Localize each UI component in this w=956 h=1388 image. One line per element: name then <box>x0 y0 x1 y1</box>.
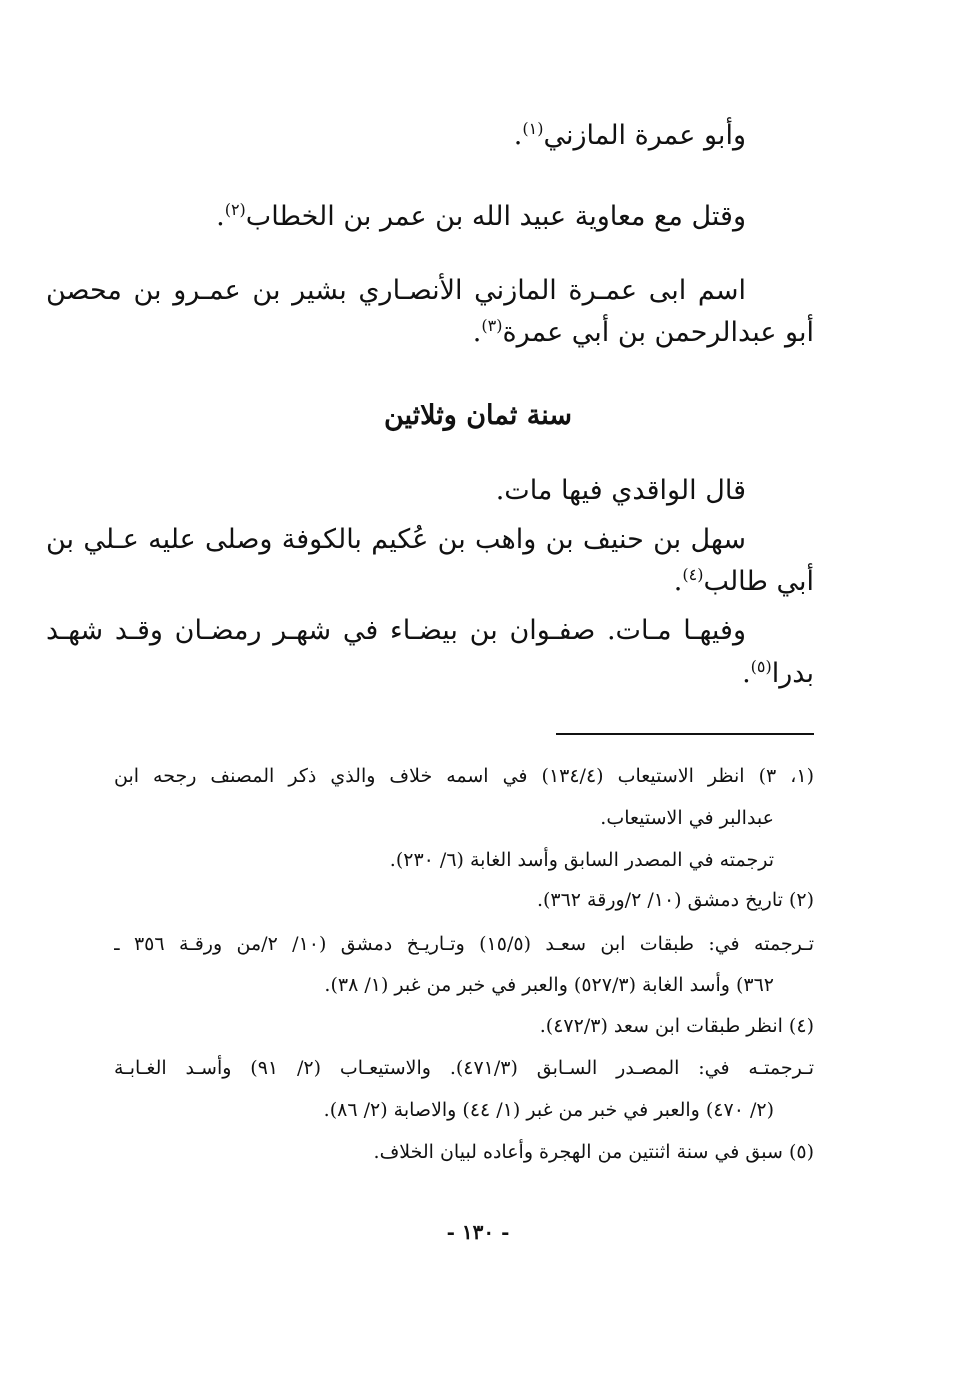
main-text-line: وأبو عمرة المازني$^{(١)}$. <box>513 119 746 151</box>
footnote-line: ترجمته في المصدر السابق وأسد الغابة (٦/ ٢٣٠). <box>389 849 774 871</box>
main-text-line: سهل بن حنيف بن واهب بن عُكيم بالكوفة وصلى عليه عـلي بن <box>46 524 746 555</box>
footnote-line: (٢/ ٤٧٠) والعبر في خبر من غبر (١/ ٤٤) والاصابة (٢/ ٨٦). <box>323 1099 774 1121</box>
footnote-marker: (٥) <box>750 657 772 676</box>
main-text-line: قال الواقدي فيها مات. <box>495 475 746 506</box>
footnote-marker: (٣) <box>481 316 503 335</box>
main-text-line: اسم ابى عمـرة المازني الأنصـاري بشير بن عمـرو بن محصن <box>46 275 746 306</box>
main-text-line: بدرا$^{(٥)}$. <box>742 657 814 689</box>
footnote-line: (٥) سبق في سنة اثنتين من الهجرة وأعاده لبيان الخلاف. <box>373 1141 814 1163</box>
footnote-marker: (٤) <box>682 565 704 584</box>
footnote-line: ٣٦٢) وأسد الغابة (٥٢٧/٣) والعبر في خبر من غبر (١/ ٣٨). <box>324 974 774 996</box>
footnote-line: عبدالبر في الاستيعاب. <box>600 807 774 829</box>
footnote-line: (٤) انظر طبقات ابن سعد (٤٧٢/٣). <box>539 1015 814 1037</box>
footnote-marker: (١) <box>522 119 544 138</box>
footnote-line: (٢) تاريخ دمشق (١٠/ ٢/ورقة ٣٦٢). <box>536 889 814 911</box>
footnote-line: تـرجمته في: طبقات ابن سعـد (١٥/٥) وتـاريـخ دمشق (١٠/ ٢/من ورقـة ٣٥٦ ـ <box>114 933 814 955</box>
page-number: - ١٣٠ - <box>446 1220 510 1244</box>
footnote-separator <box>556 733 814 735</box>
section-heading: سنة ثمان وثلاثين <box>383 400 573 431</box>
footnote-line: (١، ٣) انظر الاستيعاب (١٣٤/٤) في اسمه خلاف والذي ذكر المصنف رجحه ابن <box>114 765 814 787</box>
main-text-line: وقتل مع معاوية عبيد الله بن عمر بن الخطاب$^{(٢)}$. <box>216 200 746 232</box>
main-text-line: وفيهـا مـات. صفـوان بن بيضـاء في شهـر رمضـان وقـد شهـد <box>46 615 746 646</box>
main-text-line: أبو عبدالرحمن بن أبي عمرة$^{(٣)}$. <box>472 316 814 348</box>
footnote-marker: (٢) <box>224 200 246 219</box>
main-text-line: أبي طالب$^{(٤)}$. <box>673 565 814 597</box>
footnote-line: تـرجمتـه في: المصـدر السـابق (٤٧١/٣). والاستيعـاب (٢/ ٩١) وأسـد الغـابـة <box>114 1057 814 1079</box>
